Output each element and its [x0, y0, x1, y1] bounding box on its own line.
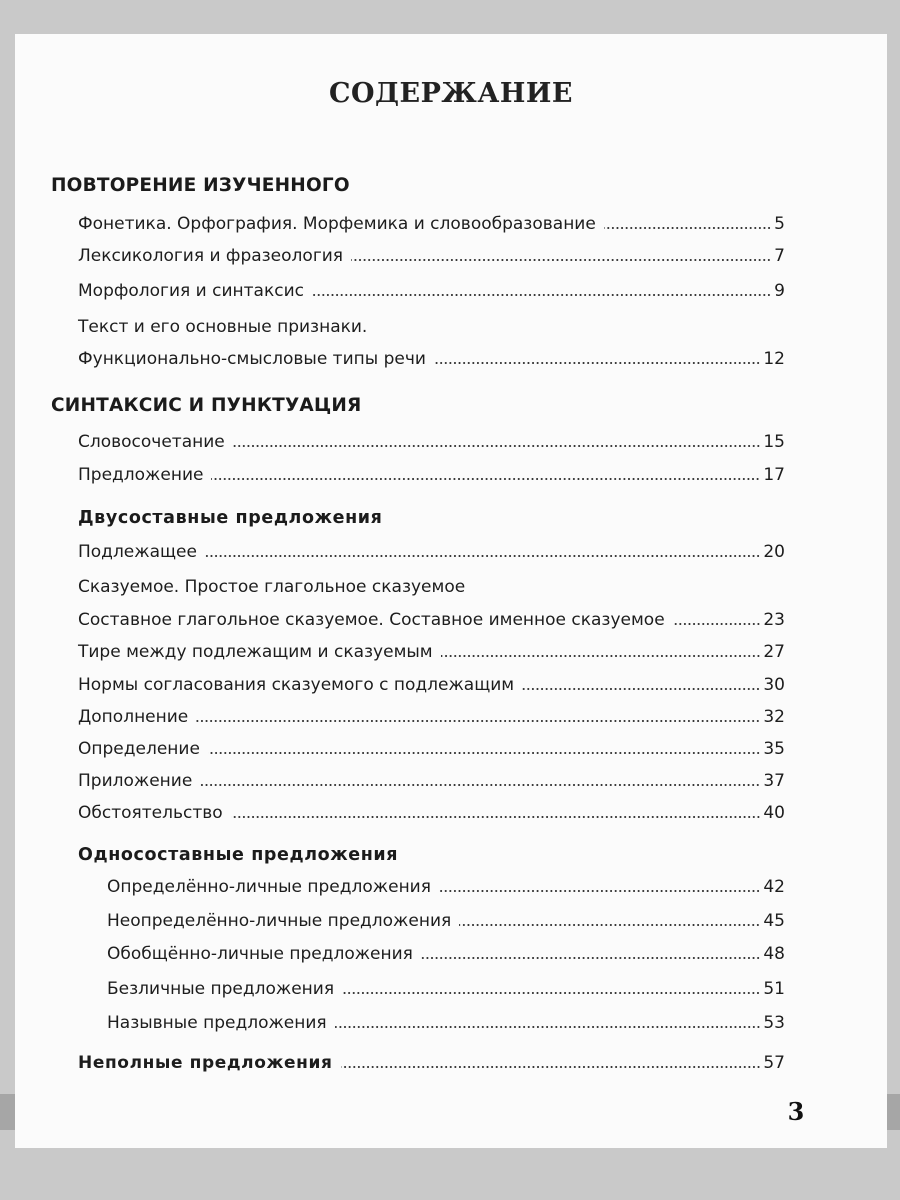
leader-dots — [233, 443, 761, 449]
toc-entry-page: 30 — [763, 675, 785, 695]
toc-entry[interactable] — [107, 942, 785, 966]
toc-entry-page: 42 — [763, 877, 785, 897]
leader-dots — [211, 476, 760, 482]
section-heading-syntax: СИНТАКСИС И ПУНКТУАЦИЯ — [51, 395, 362, 416]
toc-entry[interactable] — [78, 540, 785, 564]
toc-entry-text: Неполные предложения — [78, 1053, 333, 1073]
toc-entry-text: Функционально-смысловые типы речи — [78, 349, 426, 369]
toc-entry-page: 53 — [763, 1013, 785, 1033]
toc-entry-text: Определение — [78, 739, 200, 759]
toc-entry-page: 35 — [763, 739, 785, 759]
toc-entry-text: Назывные предложения — [107, 1013, 327, 1033]
toc-entry-page: 40 — [763, 803, 785, 823]
leader-dots — [196, 718, 760, 724]
leader-dots — [312, 292, 771, 298]
leader-dots — [673, 621, 761, 627]
toc-entry-text: Предложение — [78, 465, 204, 485]
leader-dots — [341, 1064, 761, 1070]
toc-entry[interactable] — [78, 244, 785, 268]
leader-dots — [208, 750, 760, 756]
toc-entry[interactable] — [78, 608, 785, 632]
toc-entry-page: 23 — [763, 610, 785, 630]
section-heading-review: ПОВТОРЕНИЕ ИЗУЧЕННОГО — [51, 175, 350, 196]
toc-entry-page: 51 — [763, 979, 785, 999]
toc-entry-page: 48 — [763, 944, 785, 964]
leader-dots — [522, 686, 760, 692]
toc-entry-page: 15 — [763, 432, 785, 452]
toc-entry-page: 57 — [763, 1053, 785, 1073]
toc-entry[interactable] — [78, 279, 785, 303]
toc-entry-page: 7 — [774, 246, 785, 266]
toc-entry-page: 27 — [763, 642, 785, 662]
toc-entry-text: Безличные предложения — [107, 979, 335, 999]
toc-entry[interactable] — [78, 347, 785, 371]
toc-entry[interactable] — [78, 705, 785, 729]
toc-entry-text[interactable]: Текст и его основные признаки. — [78, 317, 368, 337]
document-page — [15, 34, 887, 1148]
toc-entry-text: Составное глагольное сказуемое. Составное именное сказуемое — [78, 610, 665, 630]
toc-entry-page: 9 — [774, 281, 785, 301]
toc-entry[interactable] — [107, 909, 785, 933]
toc-entry-text: Фонетика. Орфография. Морфемика и словообразование — [78, 214, 596, 234]
toc-entry[interactable] — [107, 1011, 785, 1035]
toc-entry[interactable] — [78, 430, 785, 454]
toc-entry[interactable] — [107, 977, 785, 1001]
leader-dots — [351, 257, 771, 263]
toc-entry[interactable] — [78, 212, 785, 236]
toc-entry-page: 12 — [763, 349, 785, 369]
toc-entry-incomplete-sentences[interactable] — [78, 1051, 785, 1075]
toc-entry[interactable] — [78, 673, 785, 697]
leader-dots — [439, 888, 760, 894]
subsection-heading-two-part: Двусоставные предложения — [78, 508, 383, 528]
toc-entry[interactable] — [107, 875, 785, 899]
leader-dots — [342, 990, 760, 996]
toc-entry[interactable] — [78, 769, 785, 793]
toc-entry[interactable] — [78, 737, 785, 761]
page-number: 3 — [771, 1088, 821, 1134]
toc-entry-text: Обобщённо-личные предложения — [107, 944, 413, 964]
toc-entry[interactable] — [78, 640, 785, 664]
toc-entry-text: Обстоятельство — [78, 803, 223, 823]
toc-entry-text: Подлежащее — [78, 542, 197, 562]
leader-dots — [441, 653, 761, 659]
leader-dots — [434, 360, 760, 366]
leader-dots — [459, 922, 760, 928]
toc-entry[interactable] — [78, 463, 785, 487]
toc-entry-page: 32 — [763, 707, 785, 727]
toc-entry-text: Дополнение — [78, 707, 189, 727]
toc-entry-page: 20 — [763, 542, 785, 562]
toc-entry-text: Лексикология и фразеология — [78, 246, 344, 266]
leader-dots — [421, 955, 760, 961]
page-title: СОДЕРЖАНИЕ — [329, 78, 573, 109]
toc-entry-page: 37 — [763, 771, 785, 791]
toc-entry-text: Определённо-личные предложения — [107, 877, 431, 897]
leader-dots — [335, 1024, 761, 1030]
toc-entry-text[interactable]: Сказуемое. Простое глагольное сказуемое — [78, 577, 466, 597]
toc-entry-text: Морфология и синтаксис — [78, 281, 304, 301]
leader-dots — [200, 782, 760, 788]
toc-entry-text: Словосочетание — [78, 432, 225, 452]
toc-entry-text: Тире между подлежащим и сказуемым — [78, 642, 433, 662]
toc-entry-text: Приложение — [78, 771, 193, 791]
toc-entry-text: Нормы согласования сказуемого с подлежащим — [78, 675, 515, 695]
leader-dots — [231, 814, 761, 820]
toc-entry-page: 45 — [763, 911, 785, 931]
leader-dots — [604, 225, 771, 231]
leader-dots — [205, 553, 760, 559]
toc-entry-text: Неопределённо-личные предложения — [107, 911, 452, 931]
subsection-heading-one-part: Односоставные предложения — [78, 845, 399, 865]
toc-entry[interactable] — [78, 801, 785, 825]
toc-entry-page: 17 — [763, 465, 785, 485]
toc-entry-page: 5 — [774, 214, 785, 234]
